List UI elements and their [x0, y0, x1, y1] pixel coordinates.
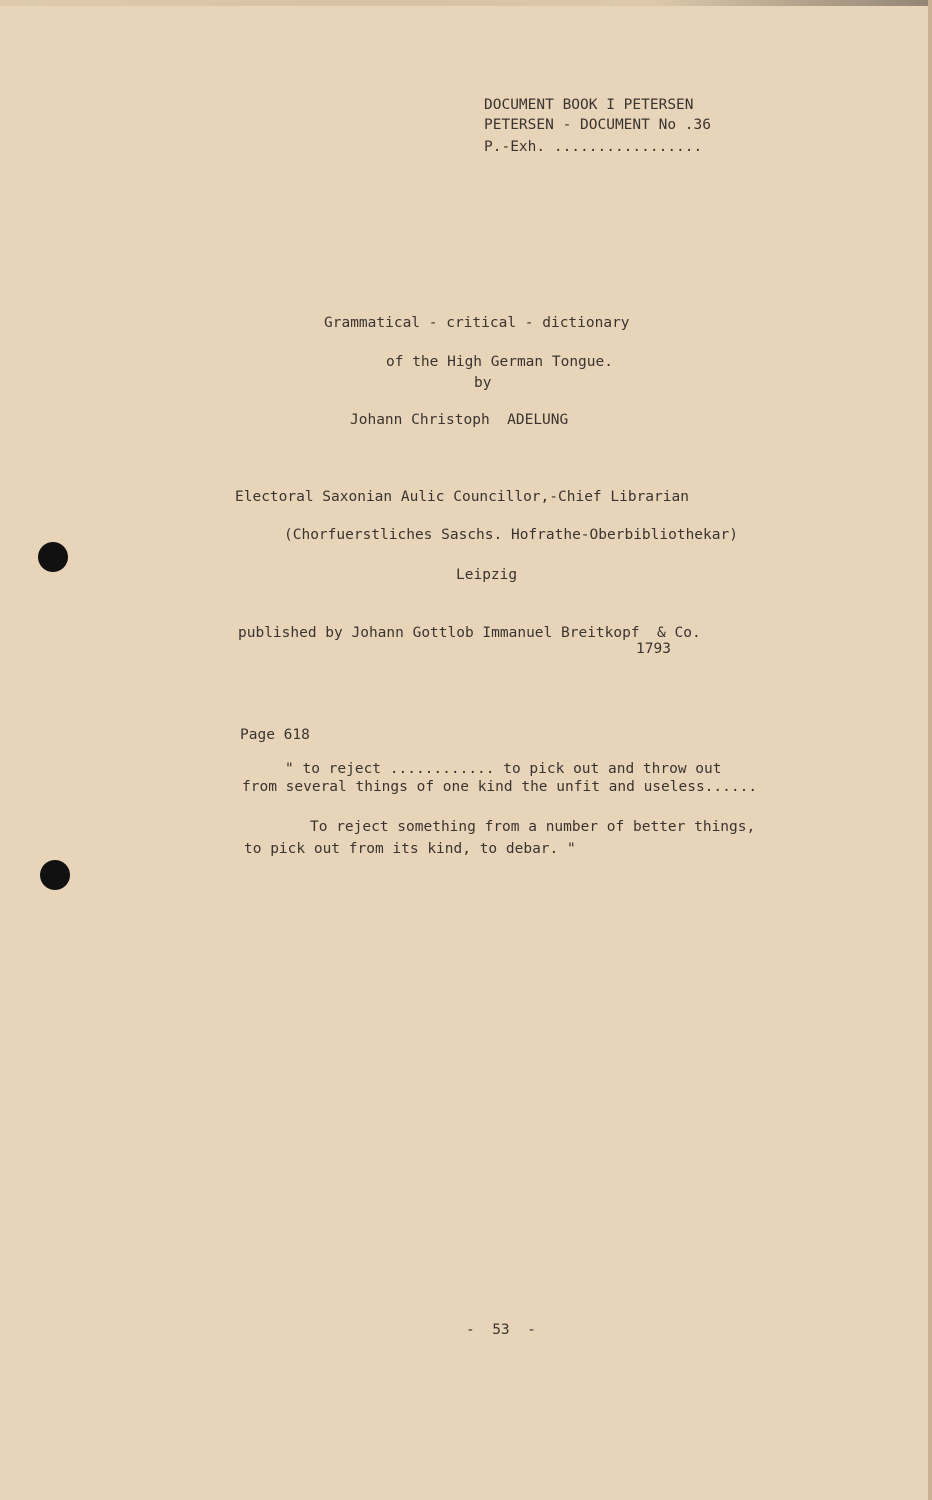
author-position-german: (Chorfuerstliches Saschs. Hofrathe-Oberbibliothekar) [284, 527, 738, 543]
page-right-edge [928, 0, 932, 1500]
page-top-edge [0, 0, 932, 6]
header-document-number: PETERSEN - DOCUMENT No .36 [484, 117, 711, 133]
publication-year: 1793 [636, 641, 671, 657]
title-by: by [474, 375, 492, 391]
punch-hole-bottom [40, 860, 70, 890]
author-position-english: Electoral Saxonian Aulic Councillor,-Chief Librarian [235, 489, 689, 505]
punch-hole-top [38, 542, 68, 572]
header-exhibit: P.-Exh. ................. [484, 139, 703, 155]
author-name: Johann Christoph ADELUNG [350, 412, 569, 428]
excerpt-para2-line2: to pick out from its kind, to debar. " [244, 841, 576, 857]
page-number: - 53 - [466, 1322, 536, 1338]
excerpt-para1-line2: from several things of one kind the unfit and useless...... [242, 779, 758, 795]
excerpt-page-label: Page 618 [240, 727, 310, 743]
excerpt-para2-line1: To reject something from a number of better things, [310, 819, 756, 835]
dictionary-subtitle: of the High German Tongue. [386, 354, 613, 370]
publication-city: Leipzig [456, 567, 518, 583]
header-document-book: DOCUMENT BOOK I PETERSEN [484, 97, 694, 113]
dictionary-title: Grammatical - critical - dictionary [324, 315, 630, 331]
publisher-line: published by Johann Gottlob Immanuel Breitkopf & Co. [238, 625, 701, 641]
excerpt-para1-line1: " to reject ............ to pick out and throw out [285, 761, 722, 777]
